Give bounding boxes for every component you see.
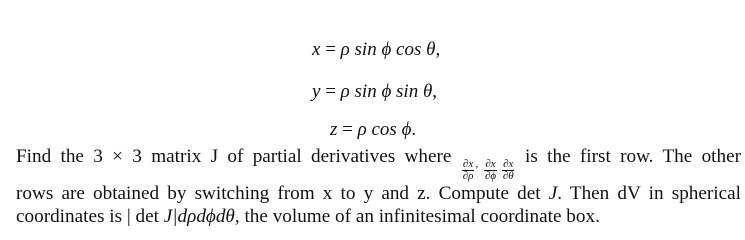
problem-paragraph	[16, 145, 741, 228]
equation-x-end: ,	[435, 39, 441, 60]
partial-x-phi-den: ∂ϕ	[484, 170, 497, 182]
equation-z-end: .	[411, 119, 417, 140]
equation-y-end: ,	[432, 81, 438, 102]
partial-x-theta-num: ∂x	[503, 158, 514, 170]
line1-text-a: Find the 3 × 3 matrix J of partial derivatives where	[16, 146, 452, 167]
equation-z: z = ρ cos ϕ.	[330, 119, 417, 140]
line2-text-c: . Then dV in spherical	[557, 183, 741, 204]
partial-x-theta	[502, 159, 515, 182]
equation-z-rhs: ρ cos ϕ	[357, 119, 412, 140]
partial-x-theta-den: ∂θ	[502, 170, 514, 182]
equation-y-lhs: y	[312, 81, 321, 102]
partial-x-rho-num: ∂x	[462, 158, 474, 170]
partial-x-rho	[462, 159, 475, 182]
equation-x: x = ρ sin ϕ cos θ,	[312, 39, 441, 60]
partial-x-phi	[484, 159, 497, 182]
paragraph-line-3	[16, 205, 741, 228]
paragraph-line-1	[16, 145, 741, 182]
line3-text-a: coordinates is | det	[16, 206, 159, 227]
paragraph-line-2	[16, 182, 741, 205]
equation-z-lhs: z	[330, 119, 338, 140]
partial-derivatives-row: $\frac{\partial x}{\partial\rho}$ , $\frac{\partial x}{\partial\phi}$ $\frac{\partial x}{\partial\theta}$	[462, 158, 514, 182]
line2-text-a: rows are obtained by switching from x to y and z. Compute det	[16, 183, 541, 204]
partial-x-rho-den: ∂ρ	[462, 170, 474, 182]
equation-x-rhs: ρ sin ϕ cos θ	[340, 39, 436, 60]
line3-math-jacobian: J|dρdϕdθ	[163, 206, 235, 227]
equation-x-lhs: x	[312, 39, 321, 60]
line2-math-j: J	[548, 183, 558, 204]
equation-y: y = ρ sin ϕ sin θ,	[312, 81, 438, 102]
line3-text-c: , the volume of an infinitesimal coordinate box.	[234, 206, 600, 227]
partial-x-phi-num: ∂x	[485, 158, 496, 170]
line1-text-b: is the first row. The other	[525, 146, 742, 167]
equation-y-rhs: ρ sin ϕ sin θ	[340, 81, 433, 102]
